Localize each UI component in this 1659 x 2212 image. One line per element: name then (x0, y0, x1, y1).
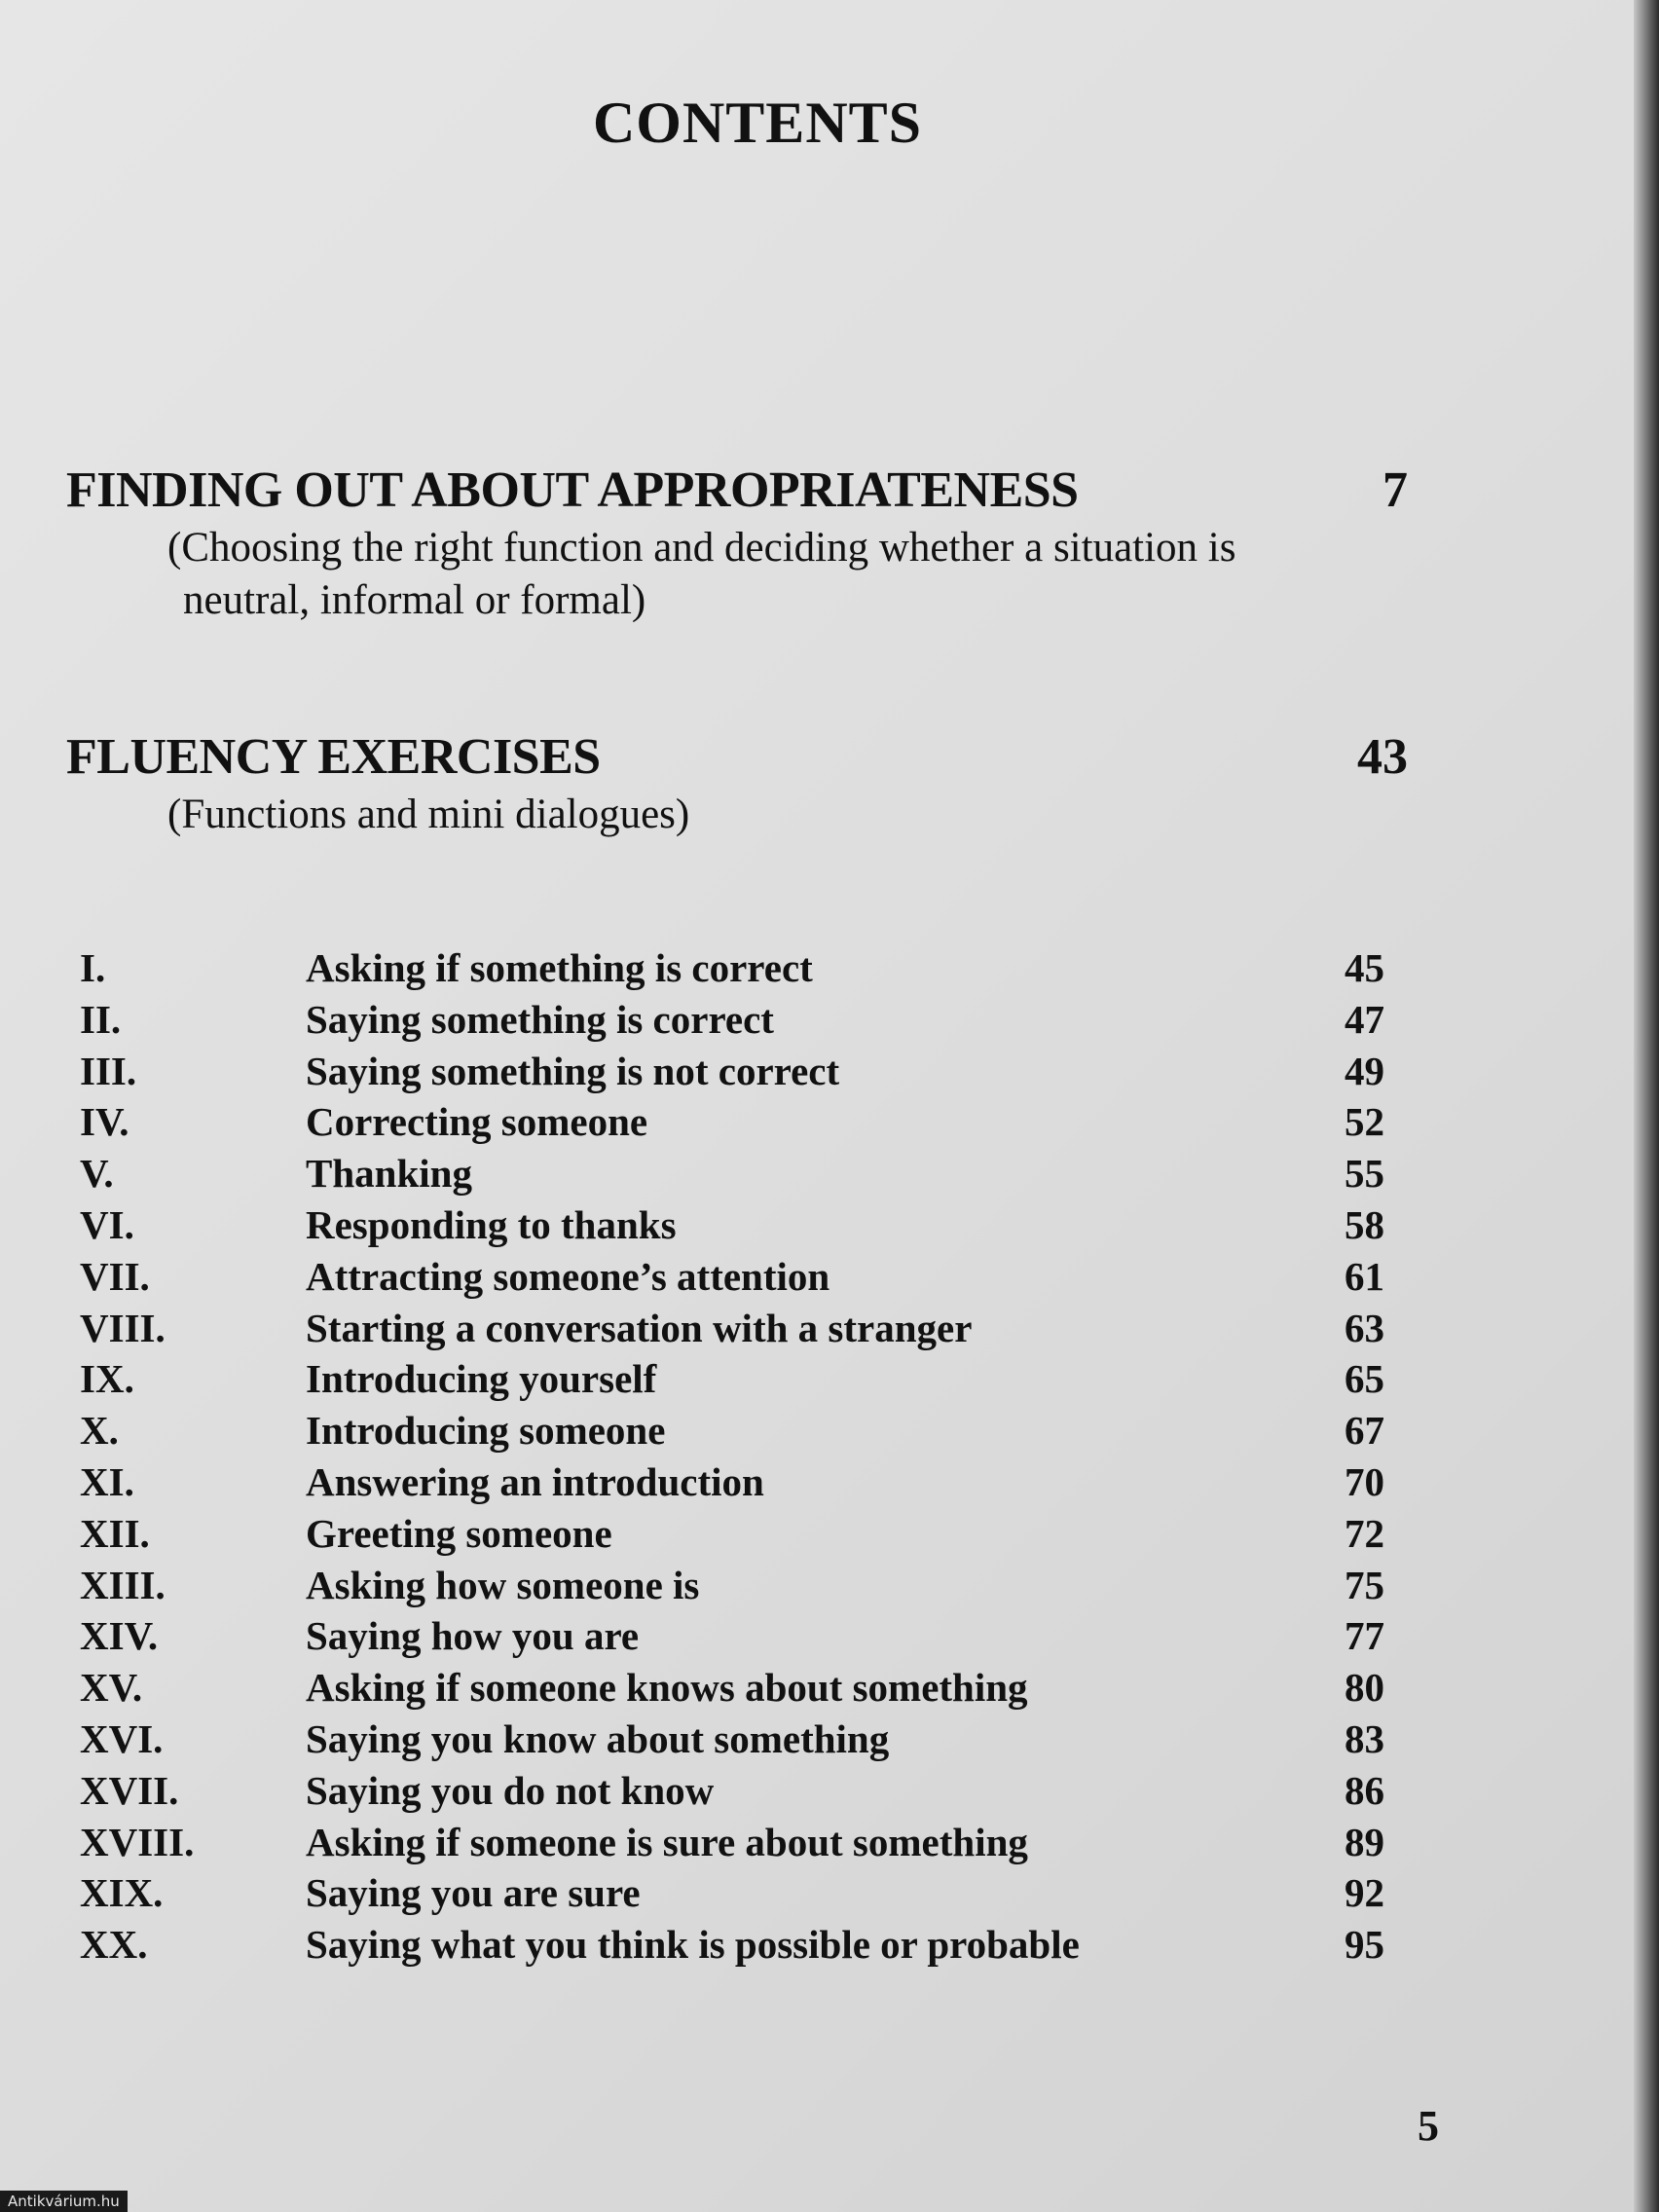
toc-entry-page: 67 (1345, 1408, 1384, 1454)
toc-entry-number: XIII. (80, 1562, 166, 1607)
toc-entry (80, 1456, 1384, 1508)
toc-entry-number: XX. (80, 1922, 148, 1968)
toc-entry (80, 1610, 1384, 1662)
toc-entry-page: 55 (1345, 1151, 1384, 1197)
toc-entry-number: XIV. (80, 1613, 159, 1659)
toc-entry-title: Responding to thanks (306, 1201, 677, 1247)
page-number: 5 (1418, 2102, 1439, 2150)
toc-entry-title: Asking if someone is sure about something (306, 1819, 1028, 1864)
toc-entry-title: Starting a conversation with a stranger (306, 1305, 973, 1350)
toc-entry-title: Attracting someone’s attention (306, 1253, 830, 1299)
toc-entry (80, 1714, 1384, 1765)
toc-entry-page: 49 (1345, 1048, 1384, 1093)
table-of-contents-list (80, 942, 1384, 1971)
toc-entry (80, 1199, 1384, 1251)
toc-entry (80, 1867, 1384, 1919)
toc-entry-title: Thanking (306, 1151, 472, 1197)
toc-entry-number: IV. (80, 1099, 129, 1145)
toc-entry-title: Correcting someone (306, 1099, 648, 1145)
toc-entry (80, 994, 1384, 1046)
toc-entry (80, 1560, 1384, 1611)
toc-entry (80, 1817, 1384, 1868)
toc-entry-page: 89 (1345, 1819, 1384, 1864)
section-heading-fluency (66, 728, 1408, 786)
section-heading-label: FLUENCY EXERCISES (66, 729, 601, 785)
toc-entry (80, 1919, 1384, 1971)
toc-entry-number: III. (80, 1048, 137, 1093)
toc-entry-page: 83 (1345, 1715, 1384, 1761)
toc-entry-page: 77 (1345, 1613, 1384, 1659)
toc-entry-page: 65 (1345, 1356, 1384, 1402)
toc-entry-title: Answering an introduction (306, 1458, 764, 1504)
section-description-appropriateness (167, 522, 1355, 627)
toc-entry-number: X. (80, 1408, 119, 1454)
toc-entry-number: VI. (80, 1201, 134, 1247)
toc-entry-page: 80 (1345, 1665, 1384, 1711)
toc-entry (80, 1508, 1384, 1560)
book-spine-edge (1634, 0, 1659, 2212)
toc-entry-page: 70 (1345, 1458, 1384, 1504)
toc-entry-number: XV. (80, 1665, 143, 1711)
page-title: CONTENTS (592, 91, 923, 155)
section-heading-page: 43 (1357, 729, 1408, 785)
toc-entry-number: XII. (80, 1510, 150, 1556)
watermark: Antikvárium.hu (0, 2191, 128, 2212)
toc-entry-title: Saying how you are (306, 1613, 640, 1659)
toc-entry (80, 1405, 1384, 1456)
toc-entry-title: Saying what you think is possible or probable (306, 1922, 1080, 1968)
toc-entry-title: Saying you are sure (306, 1870, 641, 1916)
toc-entry-title: Saying you do not know (306, 1767, 715, 1813)
toc-entry-number: V. (80, 1151, 114, 1197)
toc-entry-number: IX. (80, 1356, 134, 1402)
toc-entry-page: 63 (1345, 1305, 1384, 1350)
toc-entry (80, 1046, 1384, 1097)
toc-entry (80, 1251, 1384, 1303)
toc-entry-page: 95 (1345, 1922, 1384, 1968)
toc-entry-number: XVIII. (80, 1819, 195, 1864)
section-heading-page: 7 (1382, 462, 1408, 518)
toc-entry-number: VII. (80, 1253, 150, 1299)
toc-entry-page: 47 (1345, 996, 1384, 1042)
section-description-line: neutral, informal or formal) (183, 577, 646, 623)
toc-entry-title: Asking if something is correct (306, 945, 813, 990)
toc-entry-page: 72 (1345, 1510, 1384, 1556)
toc-entry-page: 61 (1345, 1253, 1384, 1299)
toc-entry (80, 1353, 1384, 1405)
toc-entry-number: XI. (80, 1458, 134, 1504)
toc-entry (80, 1765, 1384, 1817)
toc-entry-page: 86 (1345, 1767, 1384, 1813)
toc-entry-number: XIX. (80, 1870, 164, 1916)
section-description-fluency (167, 789, 1355, 841)
toc-entry-page: 58 (1345, 1201, 1384, 1247)
toc-entry-title: Asking how someone is (306, 1562, 700, 1607)
section-description-line: (Functions and mini dialogues) (167, 792, 690, 837)
toc-entry-title: Saying something is not correct (306, 1048, 840, 1093)
toc-entry-title: Greeting someone (306, 1510, 612, 1556)
toc-entry-title: Saying you know about something (306, 1715, 890, 1761)
toc-entry-page: 52 (1345, 1099, 1384, 1145)
toc-entry-page: 45 (1345, 945, 1384, 990)
toc-entry-title: Asking if someone knows about something (306, 1665, 1028, 1711)
toc-entry-title: Introducing yourself (306, 1356, 657, 1402)
section-heading-label: FINDING OUT ABOUT APPROPRIATENESS (66, 462, 1079, 518)
toc-entry-title: Introducing someone (306, 1408, 666, 1454)
toc-entry-number: XVII. (80, 1767, 179, 1813)
toc-entry (80, 942, 1384, 994)
toc-entry-page: 92 (1345, 1870, 1384, 1916)
section-description-line: (Choosing the right function and deciding whether a situation is (167, 525, 1236, 571)
toc-entry-number: II. (80, 996, 122, 1042)
toc-entry-page: 75 (1345, 1562, 1384, 1607)
toc-entry (80, 1096, 1384, 1148)
toc-entry-number: XVI. (80, 1715, 164, 1761)
toc-entry-title: Saying something is correct (306, 996, 774, 1042)
toc-entry-number: VIII. (80, 1305, 166, 1350)
toc-entry (80, 1662, 1384, 1714)
toc-entry (80, 1148, 1384, 1199)
section-heading-appropriateness (66, 461, 1408, 519)
toc-entry-number: I. (80, 945, 106, 990)
toc-entry (80, 1303, 1384, 1354)
